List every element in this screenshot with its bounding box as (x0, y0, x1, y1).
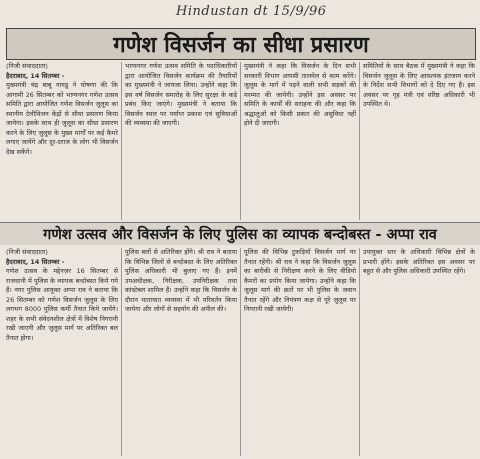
column-divider (240, 62, 241, 220)
story2-dateline: हैदराबाद, 14 सितम्बर - (6, 257, 65, 266)
column-divider (359, 62, 360, 220)
story2-col3-text: पुलिस की विभिन्न टुकड़ियाँ विसर्जन मार्ग पर तैनात रहेंगी। श्री राव ने कहा कि विसर्जन जुलूस का बारीकी से निरीक्षण करने के लिए वीडियो कैमरों का प्रयोग किया जायेगा। उन्होंने कहा कि जुलूस मार्ग की छतों पर भी पुलिस के जवान तैनात रहेंगे और नियंत्रण कक्ष से पूरे जुलूस पर निगरानी रखी जायेगी। (244, 248, 356, 313)
story2-headline: गणेश उत्सव और विसर्जन के लिए पुलिस का व्यापक बन्दोबस्त - अप्पा राव (0, 222, 480, 245)
story1-column-3 (244, 62, 356, 220)
column-divider (121, 248, 122, 456)
story1-headline: गणेश विसर्जन का सीधा प्रसारण (6, 28, 476, 60)
story2-col4-text: उपायुक्त स्तर के अधिकारी विभिन्न क्षेत्रों के प्रभारी होंगे। इसके अतिरिक्त इस अवसर पर बहुत से और पुलिस अधिकारी उपस्थित रहेंगे। (363, 248, 475, 275)
story2-byline: (निजी संवाददाता) (6, 248, 48, 256)
story1-col4-text: समितियों के साथ बैठक में मुख्यमंत्री ने कहा कि विसर्जन जुलूस के लिए आवश्यक इंतजाम करने के निर्देश सभी विभागों को दे दिए गए हैं। इस अवसर पर गृह मंत्री एवं वरिष्ठ अधिकारी भी उपस्थित थे। (363, 62, 475, 108)
story1-column-2 (125, 62, 237, 220)
column-divider (359, 248, 360, 456)
column-divider (121, 62, 122, 220)
story1-column-4 (363, 62, 475, 220)
story1-col2-text: भाग्यनगर गणेश उत्सव समिति के पदाधिकारियों द्वारा आयोजित विसर्जन कार्यक्रम की तैयारियों का मुख्यमंत्री ने जायजा लिया। उन्होंने कहा कि इस वर्ष विसर्जन समारोह के लिए सुरक्षा के कड़े प्रबंध किए जाएंगे। मुख्यमंत्री ने बताया कि विसर्जन स्थल पर पर्याप्त प्रकाश एवं सुविधाओं की व्यवस्था की जाएगी। (125, 62, 237, 127)
story1-col3-text: मुख्यमंत्री ने कहा कि विसर्जन के दिन सभी सरकारी विभाग आपसी तालमेल से काम करेंगे। जुलूस के मार्ग में पड़ने वाली सभी सड़कों की मरम्मत की जायेगी। उन्होंने इस अवसर पर समिति के कार्यों की सराहना की और कहा कि श्रद्धालुओं को किसी प्रकार की असुविधा नहीं होने दी जाएगी। (244, 62, 356, 127)
story2-col1-text: गणेश उत्सव के मद्देनज़र 16 सितम्बर से राजधानी में पुलिस के व्यापक बन्दोबस्त किये गये हैं। नगर पुलिस आयुक्त अप्पा राव ने बताया कि 26 सितम्बर को गणेश विसर्जन जुलूस के लिए लगभग 8000 पुलिस कर्मी तैनात किये जायेंगे। शहर के सभी संवेदनशील क्षेत्रों में विशेष निगरानी रखी जाएगी और जुलूस मार्ग पर अतिरिक्त बल तैनात होगा। (6, 267, 118, 342)
story1-dateline: हैदराबाद, 14 सितम्बर - (6, 71, 65, 80)
story1-column-1 (6, 62, 118, 220)
story1-col1-text: मुख्यमंत्री चंद्र बाबू नायडू ने घोषणा की कि आगामी 26 सितम्बर को भाग्यनगर गणेश उत्सव समिति द्वारा आयोजित गणेश विसर्जन जुलूस का स्थानीय टेलीविजन केंद्रों से सीधा प्रसारण किया जायेगा। इसके साथ ही जुलूस का सीधा प्रसारण करने के लिए जुलूस के मुख्य मार्गों पर कई कैमरे लगाए जायेंगे और दूर-दराज के लोग भी विसर्जन देख सकेंगे। (6, 81, 118, 156)
story2-column-1 (6, 248, 118, 456)
column-divider (240, 248, 241, 456)
story2-column-4 (363, 248, 475, 318)
story1-byline: (निजी संवाददाता) (6, 62, 48, 70)
handwritten-note: Hindustan dt 15/9/96 (176, 4, 327, 19)
story2-column-3 (244, 248, 356, 456)
story2-col2-text: पुलिस बलों से अतिरिक्त होंगे। श्री राव ने बताया कि विभिन्न जिलों से बन्दोबस्त के लिए अतिरिक्त पुलिस अधिकारी भी बुलाए गए हैं। इनमें उपअधीक्षक, निरीक्षक, उपनिरीक्षक तथा कांस्टेबल शामिल हैं। उन्होंने कहा कि विसर्जन के दौरान यातायात व्यवस्था में भी परिवर्तन किया जायेगा और लोगों से सहयोग की अपील की। (125, 248, 237, 313)
story2-column-2 (125, 248, 237, 456)
